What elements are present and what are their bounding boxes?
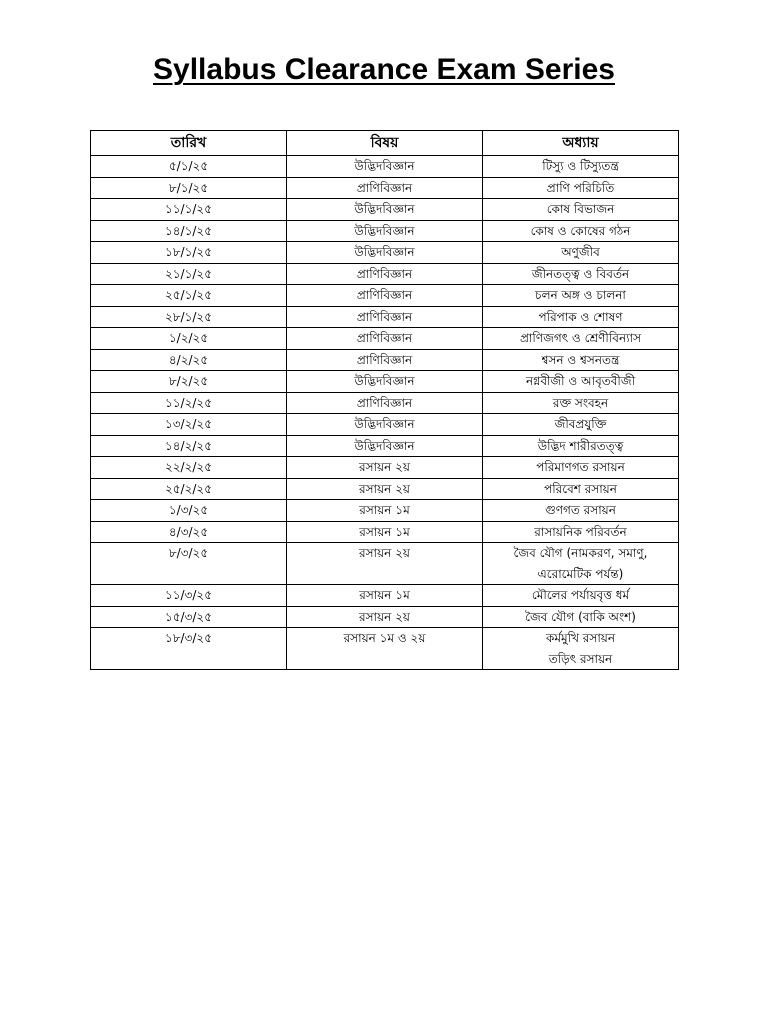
cell-subject: উদ্ভিদবিজ্ঞান (287, 414, 483, 436)
cell-date: ১৫/৩/২৫ (91, 606, 287, 628)
cell-date: ১৩/২/২৫ (91, 414, 287, 436)
cell-subject: রসায়ন ২য় (287, 543, 483, 585)
cell-subject: প্রাণিবিজ্ঞান (287, 177, 483, 199)
cell-subject: উদ্ভিদবিজ্ঞান (287, 156, 483, 178)
table-row (91, 263, 679, 285)
table-row (91, 285, 679, 307)
table-row (91, 371, 679, 393)
table-row (91, 220, 679, 242)
cell-date: ৪/৩/২৫ (91, 521, 287, 543)
table-row (91, 628, 679, 670)
cell-chapter-line: পরিমাণগত রসায়ন (536, 460, 625, 474)
cell-chapter-line: এরোমেটিক পর্যন্ত) (537, 566, 624, 581)
cell-chapter (483, 371, 679, 393)
cell-date: ৮/২/২৫ (91, 371, 287, 393)
cell-chapter (483, 435, 679, 457)
table-row (91, 414, 679, 436)
cell-chapter (483, 220, 679, 242)
table-row (91, 543, 679, 585)
cell-chapter (483, 414, 679, 436)
cell-subject: প্রাণিবিজ্ঞান (287, 392, 483, 414)
cell-subject: প্রাণিবিজ্ঞান (287, 285, 483, 307)
cell-chapter-line: টিস্যু ও টিস্যুতন্ত্র (542, 159, 619, 173)
table-row (91, 435, 679, 457)
cell-chapter (483, 328, 679, 350)
cell-date: ৮/১/২৫ (91, 177, 287, 199)
cell-subject: প্রাণিবিজ্ঞান (287, 263, 483, 285)
cell-date: ১১/৩/২৫ (91, 585, 287, 607)
table-row (91, 500, 679, 522)
cell-date: ১৮/১/২৫ (91, 242, 287, 264)
cell-subject: উদ্ভিদবিজ্ঞান (287, 371, 483, 393)
table-row (91, 606, 679, 628)
cell-subject: রসায়ন ১ম (287, 500, 483, 522)
cell-chapter-line: মৌলের পর্যায়বৃত্ত ধর্ম (531, 588, 630, 602)
cell-chapter-line: গুণগত রসায়ন (545, 503, 616, 517)
cell-chapter-line: রক্ত সংবহন (552, 395, 609, 410)
table-row (91, 349, 679, 371)
header-date: তারিখ (91, 131, 287, 156)
table-row (91, 392, 679, 414)
cell-subject: উদ্ভিদবিজ্ঞান (287, 242, 483, 264)
table-row (91, 585, 679, 607)
cell-date: ২৮/১/২৫ (91, 306, 287, 328)
cell-chapter-line: রাসায়নিক পরিবর্তন (534, 524, 627, 539)
cell-chapter (483, 457, 679, 479)
cell-subject: রসায়ন ১ম ও ২য় (287, 628, 483, 670)
cell-subject: উদ্ভিদবিজ্ঞান (287, 220, 483, 242)
cell-chapter-line: জৈব যৌগ (বাকি অংশ) (525, 609, 636, 624)
cell-chapter-line: কোষ ও কোষের গঠন (530, 223, 631, 238)
cell-subject: প্রাণিবিজ্ঞান (287, 328, 483, 350)
cell-chapter (483, 156, 679, 178)
cell-date: ৪/২/২৫ (91, 349, 287, 371)
cell-chapter (483, 585, 679, 607)
cell-date: ১৪/১/২৫ (91, 220, 287, 242)
document-title (0, 50, 768, 90)
cell-subject: উদ্ভিদবিজ্ঞান (287, 199, 483, 221)
cell-chapter (483, 242, 679, 264)
cell-chapter (483, 392, 679, 414)
cell-chapter (483, 177, 679, 199)
cell-chapter-line: জীবপ্রযুক্তি (554, 417, 607, 431)
cell-chapter (483, 199, 679, 221)
cell-chapter-line: জীনতত্ত্ব ও বিবর্তন (531, 266, 630, 281)
cell-subject: রসায়ন ২য় (287, 606, 483, 628)
cell-date: ২১/১/২৫ (91, 263, 287, 285)
cell-chapter-line: পরিপাক ও শোষণ (538, 309, 623, 324)
cell-chapter-line: প্রাণি পরিচিতি (546, 180, 615, 195)
table-row (91, 306, 679, 328)
cell-chapter (483, 285, 679, 307)
cell-date: ১৮/৩/২৫ (91, 628, 287, 670)
table-row (91, 177, 679, 199)
table-header-row (91, 131, 679, 156)
cell-chapter-line: নগ্নবীজী ও আবৃতবীজী (525, 374, 636, 388)
cell-chapter-line: উদ্ভিদ শারীরতত্ত্ব (537, 438, 624, 453)
cell-chapter (483, 521, 679, 543)
cell-chapter-line: কোষ বিভাজন (546, 202, 615, 216)
cell-subject: রসায়ন ১ম (287, 521, 483, 543)
cell-chapter (483, 306, 679, 328)
cell-date: ২২/২/২৫ (91, 457, 287, 479)
cell-date: ১/৩/২৫ (91, 500, 287, 522)
cell-date: ১/২/২৫ (91, 328, 287, 350)
exam-schedule-table (90, 130, 679, 670)
cell-chapter (483, 349, 679, 371)
cell-chapter (483, 606, 679, 628)
table-row (91, 478, 679, 500)
cell-chapter-line: চলন অঙ্গ ও চালনা (535, 288, 626, 302)
document-title-text: Syllabus Clearance Exam Series (153, 53, 615, 86)
cell-subject: উদ্ভিদবিজ্ঞান (287, 435, 483, 457)
cell-chapter (483, 263, 679, 285)
table-row (91, 242, 679, 264)
cell-chapter-line: জৈব যৌগ (নামকরণ, সমাণু, (513, 546, 648, 560)
cell-date: ৫/১/২৫ (91, 156, 287, 178)
cell-subject: রসায়ন ১ম (287, 585, 483, 607)
cell-subject: প্রাণিবিজ্ঞান (287, 306, 483, 328)
cell-subject: প্রাণিবিজ্ঞান (287, 349, 483, 371)
cell-date: ৮/৩/২৫ (91, 543, 287, 585)
cell-chapter-line: কর্মমুখি রসায়ন (545, 631, 616, 645)
cell-subject: রসায়ন ২য় (287, 478, 483, 500)
cell-date: ২৫/১/২৫ (91, 285, 287, 307)
table-row (91, 521, 679, 543)
cell-chapter (483, 628, 679, 670)
cell-chapter-line: পরিবেশ রসায়ন (544, 481, 617, 496)
cell-chapter-line: শ্বসন ও শ্বসনতন্ত্র (541, 352, 620, 367)
cell-date: ১১/১/২৫ (91, 199, 287, 221)
table-row (91, 328, 679, 350)
table-body (91, 156, 679, 670)
cell-chapter (483, 500, 679, 522)
header-chapter: অধ্যায় (483, 131, 679, 156)
table-row (91, 199, 679, 221)
cell-chapter-line: প্রাণিজগৎ ও শ্রেণীবিন্যাস (519, 331, 642, 345)
cell-date: ১১/২/২৫ (91, 392, 287, 414)
cell-date: ১৪/২/২৫ (91, 435, 287, 457)
header-subject: বিষয় (287, 131, 483, 156)
cell-chapter-line: তড়িৎ রসায়ন (548, 651, 613, 666)
cell-subject: রসায়ন ২য় (287, 457, 483, 479)
cell-chapter (483, 543, 679, 585)
table-row (91, 457, 679, 479)
table-row (91, 156, 679, 178)
cell-chapter-line: অণুজীব (561, 245, 600, 259)
cell-date: ২৫/২/২৫ (91, 478, 287, 500)
cell-chapter (483, 478, 679, 500)
